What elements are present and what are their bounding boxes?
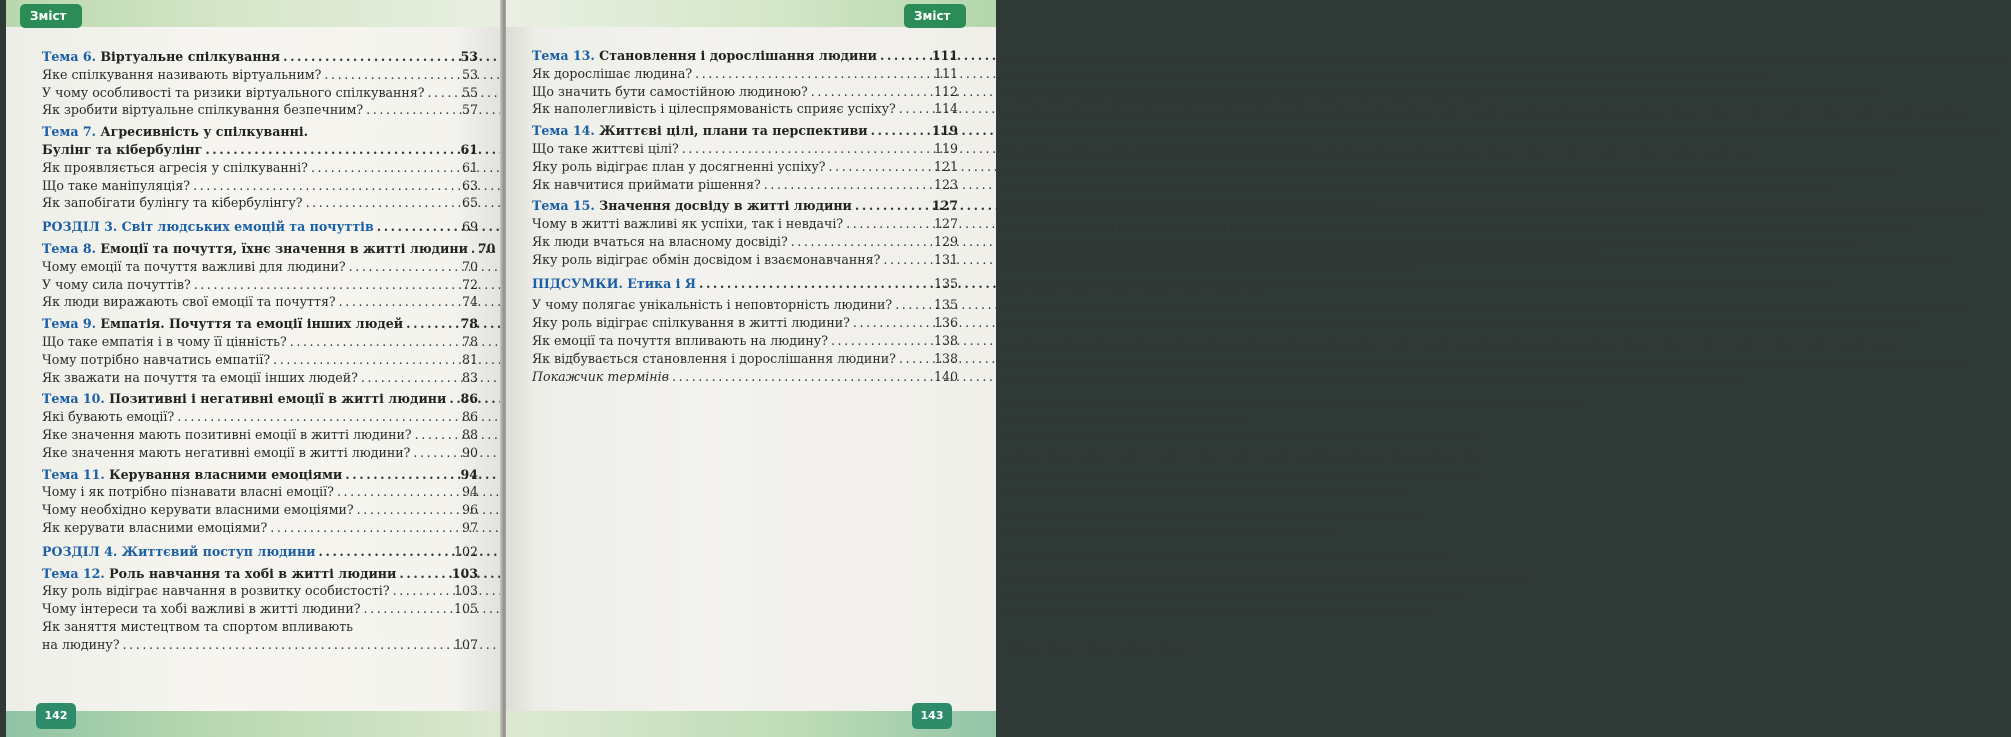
toc-page-number: 136 [933,315,958,331]
left-footer-band [6,711,502,737]
toc-page-number: 111 [931,48,958,63]
toc-entry-title: Агресивність у спілкуванні. [100,124,309,140]
toc-entry-title: Віртуальне спілкування [100,49,281,64]
toc-subtopic [42,351,478,369]
toc-page-number: 97 [461,519,478,535]
toc-leader-dots [899,100,931,118]
toc-entry-title: Як заняття мистецтвом та спортом впливають [42,618,354,634]
toc-subtopic [532,350,958,368]
toc-subtopic [532,332,958,350]
toc-leader-dots [682,140,931,158]
toc-topic-label: Тема 15. [532,198,595,214]
toc-topic-label: Тема 6. [42,49,97,64]
toc-page-number: 94 [461,484,478,500]
toc-entry-title: РОЗДІЛ 4. Життєвий поступ людини [42,543,316,559]
toc-entry-title: Покажчик термінів [532,368,669,384]
toc-entry-title: Як люди виражають свої емоції та почуття? [42,294,336,310]
toc-entry-text [532,251,880,269]
toc-entry-title: Становлення і дорослішання людини [599,48,877,63]
toc-page-number: 78 [461,333,478,349]
toc-entry-title: У чому сила почуттів? [42,276,191,292]
toc-entry-text [42,101,363,119]
toc-entry-text [532,314,850,332]
toc-leader-dots [364,600,451,618]
toc-entry-text [42,351,270,369]
toc-entry-title: Чому емоції та почуття важливі для людини? [42,258,346,274]
toc-topic-label: Тема 12. [42,565,105,581]
toc-subtopic [42,444,478,462]
toc-entry-title: Яку роль відіграє план у досягненні успіху? [532,158,826,174]
toc-entry-title: Що таке емпатія і в чому її цінність? [42,333,287,349]
toc-page-number: 112 [933,83,958,99]
toc-entry-title: Керування власними емоціями [109,466,343,482]
toc-subtopic [42,333,478,351]
toc-subtopic [42,194,478,212]
toc-subtopic [42,426,478,444]
toc-entry-text [42,466,342,484]
toc-leader-dots [791,233,931,251]
toc-entry-text [42,582,390,600]
toc-entry-title: Яку роль відіграє спілкування в житті людини? [532,315,850,331]
toc-leader-dots [324,66,459,84]
toc-topic-label: Тема 14. [532,123,595,139]
toc-page-number: 102 [453,543,478,559]
toc-subtopic [42,84,478,102]
left-header-tab: Зміст [20,4,82,28]
toc-page-number: 129 [933,233,958,249]
toc-entry-text [42,390,446,408]
toc-page-number: 138 [933,350,958,366]
toc-entry-title: Життєві цілі, плани та перспективи [599,123,868,139]
toc-entry-title: на людину? [42,636,120,652]
toc-topic [532,47,958,65]
toc-subtopic [42,177,478,195]
toc-subtopic [42,501,478,519]
toc-page-number: 90 [461,444,478,460]
toc-leader-dots [449,390,457,408]
toc-entry-title: Яке спілкування називають віртуальним? [42,66,322,82]
toc-leader-dots [428,84,459,102]
toc-entry-text [532,350,896,368]
toc-entry-text [42,315,403,333]
toc-entry-text [42,501,354,519]
toc-entry-text [42,618,353,636]
toc-entry-title: Як наполегливість і цілеспрямованість сприяє успіху? [532,101,896,117]
toc-entry-text [42,123,308,141]
toc-entry-text [532,176,761,194]
toc-entry-text [42,408,174,426]
toc-entry-text [42,543,315,561]
toc-entry-title: Булінг та кібербулінг [42,141,203,157]
toc-page-number: 86 [461,409,478,425]
toc-entry-title: Чому потрібно навчатись емпатії? [42,351,271,367]
toc-leader-dots [811,83,931,101]
toc-subtopic [532,140,958,158]
toc-entry-title: Чому в житті важливі як успіхи, так і невдачі? [532,216,844,232]
right-toc [532,47,958,385]
toc-topic [42,123,478,141]
toc-entry-text [532,100,896,118]
toc-entry-title: Чому і як потрібно пізнавати власні емоції? [42,484,334,500]
toc-entry-text [532,140,679,158]
toc-leader-dots [366,101,459,119]
toc-page-number: 135 [933,275,958,291]
toc-entry-title: Значення досвіду в житті людини [599,198,852,214]
toc-entry-text [42,369,358,387]
toc-page-number: 70 [461,258,478,274]
toc-page-number: 69 [461,219,478,235]
toc-leader-dots [895,296,931,314]
toc-page-number: 111 [933,65,958,81]
toc-page-number: 131 [933,251,958,267]
toc-topic-label: Тема 11. [42,466,105,482]
toc-entry-text [532,275,696,293]
toc-entry-text [532,233,788,251]
toc-leader-dots [880,47,929,65]
toc-subtopic [532,251,958,269]
toc-entry-text [532,158,826,176]
right-page-number: 143 [912,703,952,729]
toc-leader-dots [377,218,459,236]
toc-page-number: 140 [933,368,958,384]
toc-topic-label: Тема 9. [42,316,97,332]
toc-entry-text [532,83,808,101]
toc-page-number: 119 [931,123,958,139]
toc-page-number: 107 [453,636,478,652]
toc-entry-text [42,84,425,102]
right-page [506,0,996,737]
toc-leader-dots [413,444,459,462]
toc-page-number: 121 [933,158,958,174]
toc-entry-text [42,600,361,618]
toc-subtopic [532,100,958,118]
toc-subtopic [42,483,478,501]
toc-entry-title: Що таке життєві цілі? [532,140,679,156]
toc-entry-title: Як проявляється агресія у спілкуванні? [42,159,308,175]
toc-entry-text [532,332,828,350]
right-header-tab: Зміст [904,4,966,28]
toc-subtopic [532,65,958,83]
toc-leader-dots [339,293,459,311]
left-page [6,0,502,737]
toc-leader-dots [883,251,931,269]
toc-entry-text [42,159,308,177]
toc-page-number: 103 [453,583,478,599]
toc-entry-text [532,122,868,140]
toc-leader-dots [361,369,459,387]
toc-entry-text [532,296,892,314]
toc-leader-dots [471,240,475,258]
toc-entry-title: Роль навчання та хобі в житті людини [109,565,397,581]
toc-page-number: 53 [461,66,478,82]
toc-page-number: 70 [477,240,496,256]
toc-entry-text [42,240,468,258]
toc-leader-dots [290,333,459,351]
toc-entry-text [42,565,396,583]
toc-subtopic [42,600,478,618]
toc-leader-dots [855,197,929,215]
toc-topic-label: Тема 10. [42,391,105,407]
toc-leader-dots [318,543,450,561]
toc-subtopic [42,582,478,600]
toc-section [532,275,958,293]
toc-entry-text [42,293,336,311]
toc-entry-title: ПІДСУМКИ. Етика і Я [532,275,696,291]
toc-subtopic [42,636,478,654]
toc-page-number: 96 [461,502,478,518]
toc-leader-dots [193,177,459,195]
toc-page-number: 86 [460,391,478,407]
toc-entry-text [42,218,374,236]
toc-subtopic [42,618,478,636]
toc-page-number: 74 [461,294,478,310]
toc-subtopic [42,519,478,537]
toc-leader-dots [194,276,459,294]
toc-entry-title: Які бувають емоції? [42,409,175,425]
toc-topic [42,240,496,258]
toc-page-number: 127 [933,216,958,232]
toc-entry-title: Як люди вчаться на власному досвіді? [532,233,788,249]
toc-topic [532,122,958,140]
toc-page-number: 103 [451,565,478,581]
toc-page-number: 138 [933,332,958,348]
toc-leader-dots [695,65,931,83]
toc-topic [42,48,478,66]
toc-entry-title: Що значить бути самостійною людиною? [532,83,808,99]
toc-leader-dots [871,122,929,140]
toc-entry-text [42,519,267,537]
toc-page-number: 135 [933,297,958,313]
toc-topic [532,197,958,215]
toc-entry-text [42,426,412,444]
toc-page-number: 105 [453,601,478,617]
toc-entry-text [42,194,303,212]
toc-entry-title: У чому особливості та ризики віртуального спілкування? [42,84,425,100]
toc-leader-dots [415,426,459,444]
toc-entry-title: Позитивні і негативні емоції в житті людини [109,391,447,407]
toc-page-number: 72 [461,276,478,292]
toc-page-number: 94 [460,466,478,482]
toc-page-number: 127 [931,198,958,214]
toc-leader-dots [829,158,931,176]
toc-entry-text [42,636,120,654]
toc-page-number: 53 [460,49,478,64]
toc-entry-title: Емоції та почуття, їхнє значення в житті людини [100,240,468,256]
toc-entry-title: Що таке маніпуляція? [42,177,191,193]
toc-entry-text [42,177,190,195]
toc-entry-text [42,333,287,351]
toc-subtopic [42,258,478,276]
toc-entry-text [42,48,280,66]
toc-page-number: 78 [460,316,478,332]
toc-entry-text [532,65,692,83]
toc-topic [42,315,478,333]
toc-leader-dots [831,332,931,350]
toc-page-number: 61 [460,141,478,157]
toc-subtopic [532,158,958,176]
toc-page-number: 123 [933,176,958,192]
toc-topic [42,141,478,159]
toc-entry-text [532,215,843,233]
toc-subtopic [42,276,478,294]
toc-leader-dots [177,408,459,426]
toc-page-number: 57 [461,102,478,118]
toc-entry-title: Як зважати на почуття та емоції інших людей? [42,369,358,385]
toc-leader-dots [306,194,459,212]
toc-subtopic [532,215,958,233]
toc-leader-dots [853,314,931,332]
toc-entry-title: Чому необхідно керувати власними емоціями? [42,502,354,518]
toc-entry-text [532,368,669,386]
toc-entry-title: Чому інтереси та хобі важливі в житті людини? [42,601,361,617]
toc-leader-dots [764,176,931,194]
toc-subtopic [42,66,478,84]
toc-entry-title: У чому полягає унікальність і неповторність людини? [532,297,893,313]
toc-entry-title: Як зробити віртуальне спілкування безпечним? [42,102,364,118]
toc-leader-dots [270,519,459,537]
toc-entry-text [42,66,321,84]
toc-topic [42,390,478,408]
toc-leader-dots [273,351,459,369]
toc-entry-text [532,197,852,215]
toc-entry-title: Як запобігати булінгу та кібербулінгу? [42,195,303,211]
toc-leader-dots [899,350,931,368]
toc-section [42,543,478,561]
toc-leader-dots [205,141,457,159]
toc-entry-title: РОЗДІЛ 3. Світ людських емоцій та почуттів [42,219,374,235]
toc-subtopic [42,293,478,311]
toc-section [42,218,478,236]
toc-subtopic [532,314,958,332]
toc-subtopic [42,369,478,387]
toc-leader-dots [357,501,459,519]
toc-entry-title: Як відбувається становлення і дорослішання людини? [532,350,896,366]
toc-entry-title: Емпатія. Почуття та емоції інших людей [100,316,404,332]
toc-page-number: 61 [461,159,478,175]
left-page-number: 142 [36,703,76,729]
toc-topic-label: Тема 8. [42,240,97,256]
toc-entry-text [42,444,410,462]
toc-entry-title: Яку роль відіграє навчання в розвитку особистості? [42,583,390,599]
toc-leader-dots [123,636,451,654]
toc-leader-dots [399,565,448,583]
toc-page-number: 83 [461,369,478,385]
toc-topic [42,466,478,484]
toc-leader-dots [337,483,459,501]
toc-entry-title: Як керувати власними емоціями? [42,519,268,535]
toc-leader-dots [311,159,459,177]
toc-subtopic [532,296,958,314]
toc-subtopic [42,101,478,119]
toc-leader-dots [406,315,457,333]
toc-leader-dots [349,258,459,276]
toc-topic [42,565,478,583]
toc-index-entry [532,368,958,386]
toc-page-number: 81 [461,351,478,367]
toc-entry-title: Яке значення мають негативні емоції в житті людини? [42,444,411,460]
toc-subtopic [532,233,958,251]
toc-entry-title: Як навчитися приймати рішення? [532,176,761,192]
toc-topic-label: Тема 13. [532,48,595,63]
toc-entry-title: Яку роль відіграє обмін досвідом і взаємонавчання? [532,251,881,267]
toc-leader-dots [672,368,931,386]
toc-entry-text [42,141,202,159]
toc-entry-title: Як емоції та почуття впливають на людину? [532,332,828,348]
toc-subtopic [42,408,478,426]
toc-leader-dots [393,582,451,600]
toc-leader-dots [846,215,931,233]
toc-topic-label: Тема 7. [42,124,97,140]
toc-entry-title: Яке значення мають позитивні емоції в житті людини? [42,426,412,442]
toc-entry-text [42,483,334,501]
toc-entry-text [42,276,191,294]
toc-page-number: 65 [461,195,478,211]
toc-page-number: 119 [933,140,958,156]
toc-page-number: 114 [933,101,958,117]
toc-subtopic [532,83,958,101]
toc-entry-text [42,258,346,276]
toc-subtopic [42,159,478,177]
toc-page-number: 88 [461,426,478,442]
left-toc [42,48,496,654]
toc-entry-title: Як дорослішає людина? [532,65,693,81]
toc-entry-text [532,47,877,65]
toc-page-number: 55 [461,84,478,100]
toc-page-number: 63 [461,177,478,193]
toc-leader-dots [283,48,457,66]
toc-leader-dots [345,466,457,484]
toc-subtopic [532,176,958,194]
toc-leader-dots [699,275,931,293]
